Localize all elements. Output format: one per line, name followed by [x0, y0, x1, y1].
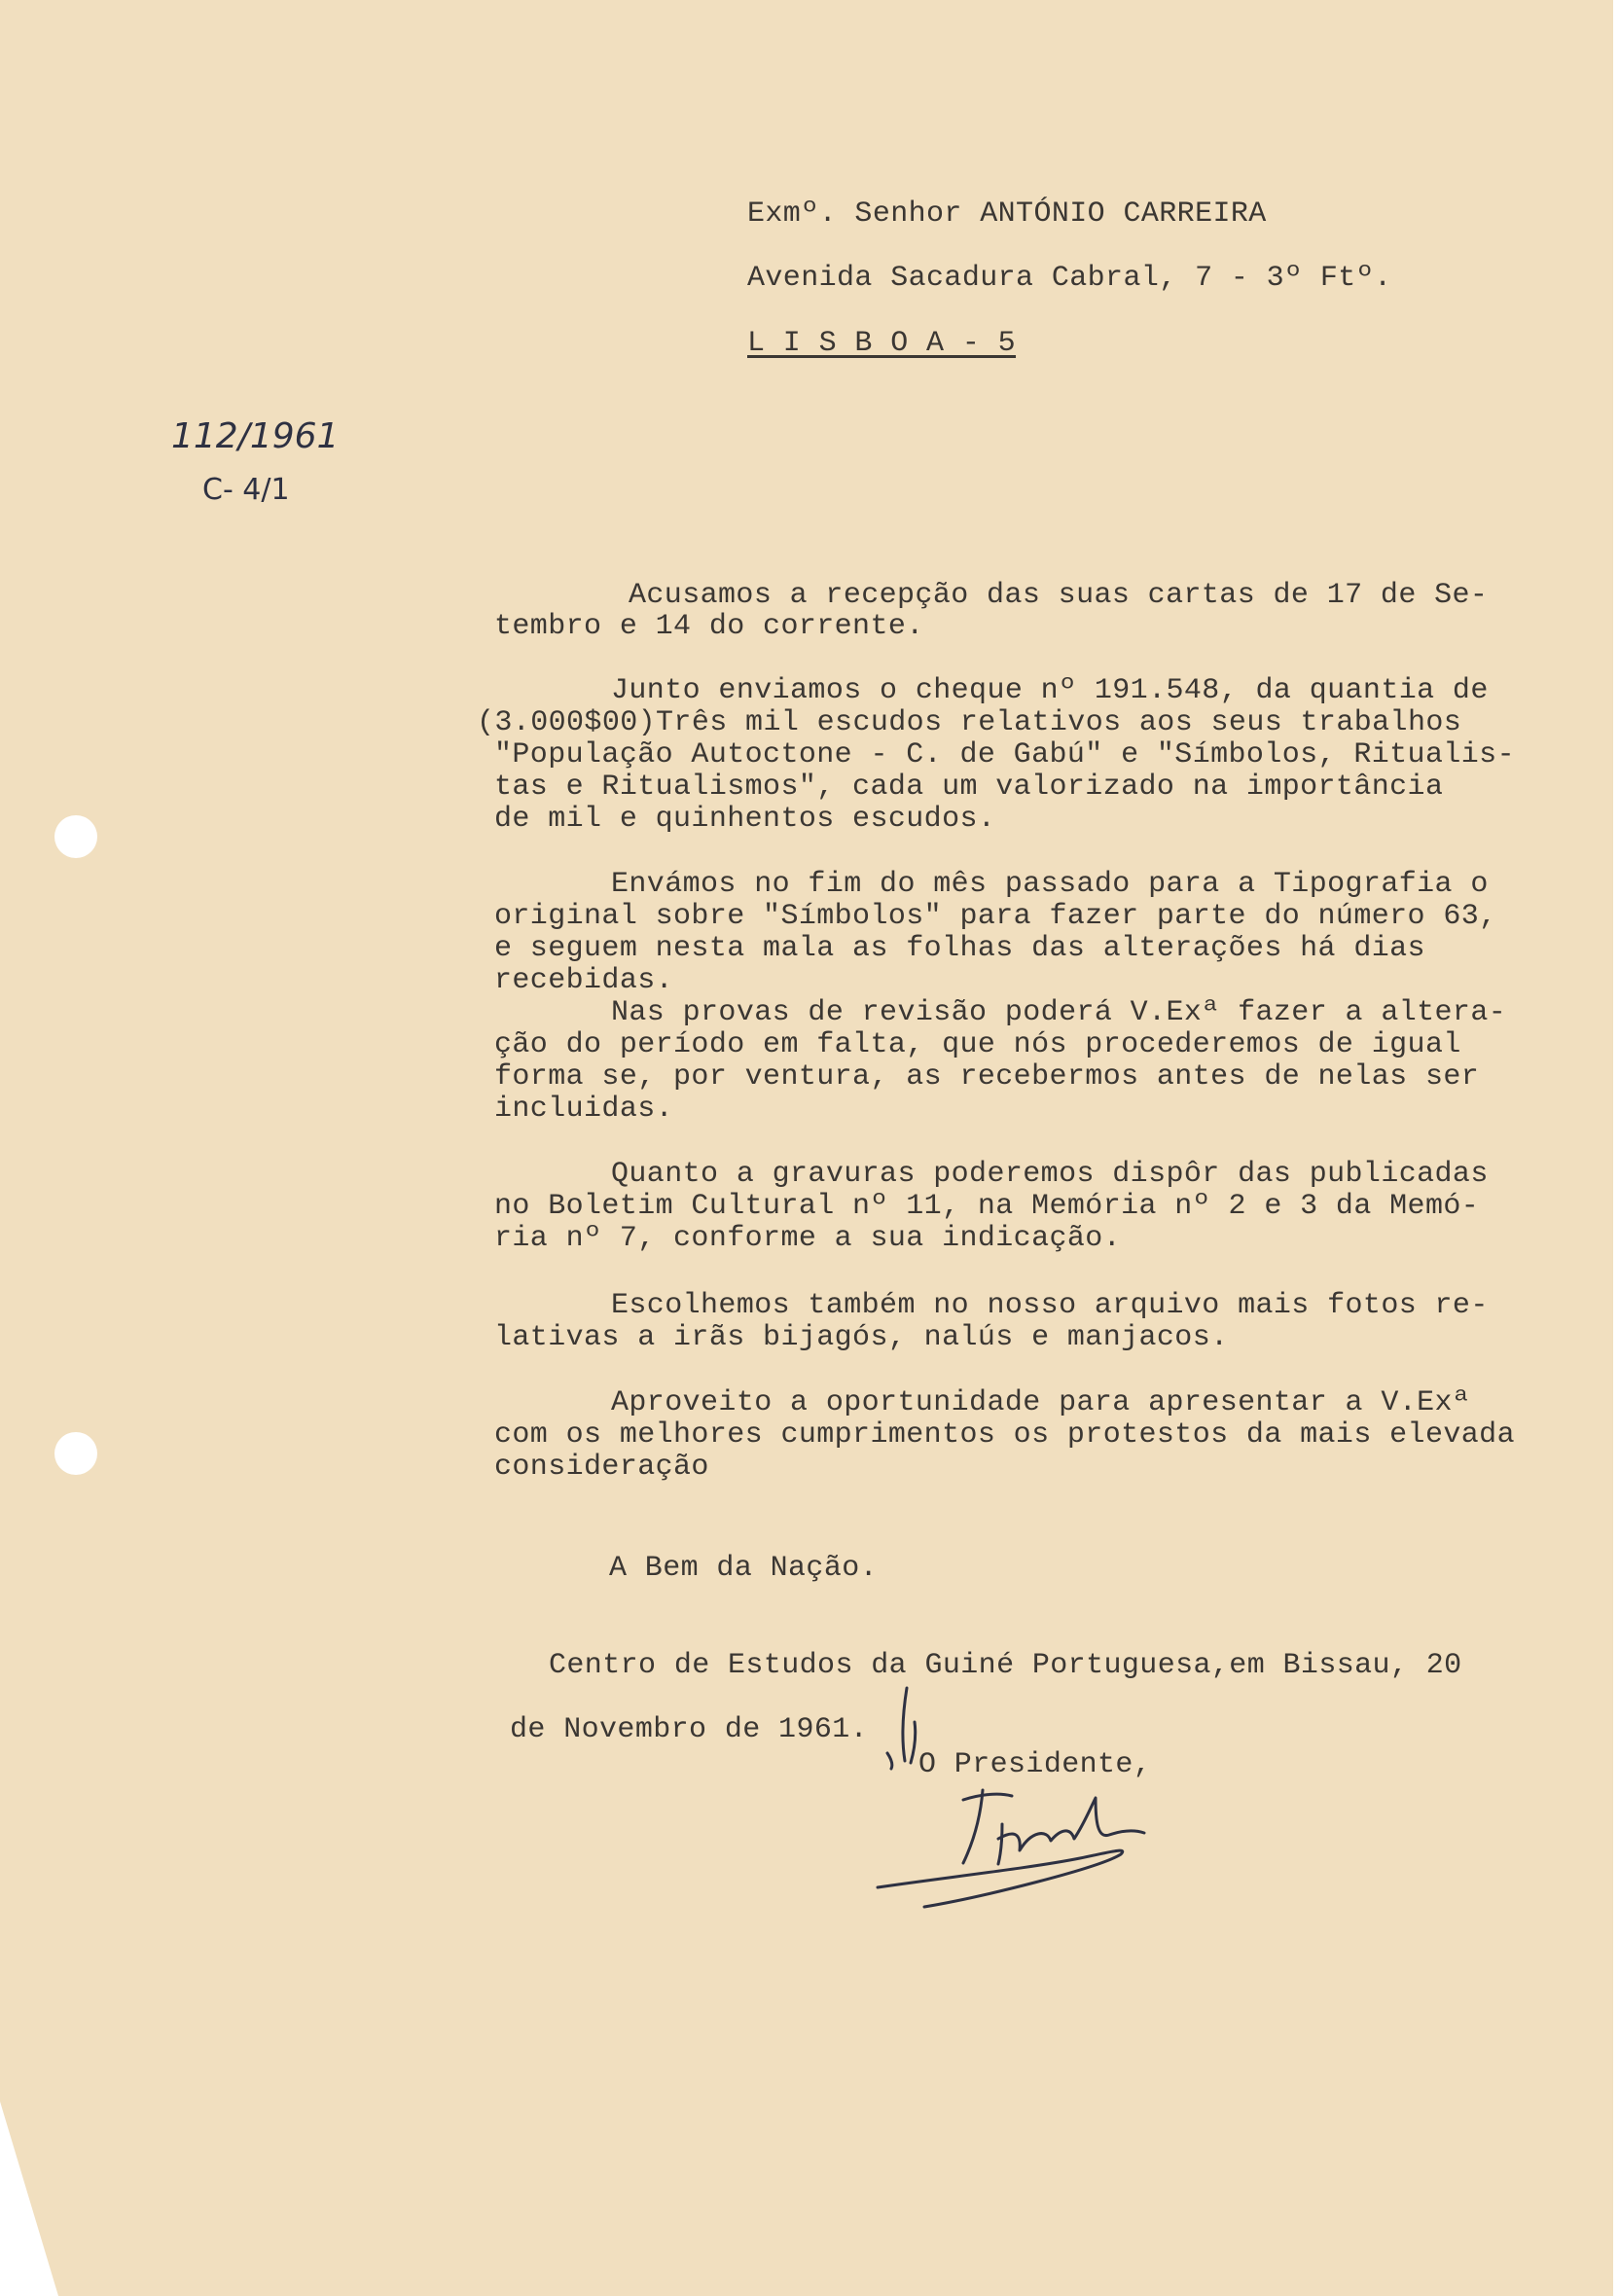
- body-p5-line-1: Quanto a gravuras poderemos dispôr das publicadas: [611, 1158, 1489, 1191]
- reference-number: 112/1961: [171, 416, 340, 456]
- body-p2-line-3: "População Autoctone - C. de Gabú" e "Símbolos, Ritualis-: [494, 738, 1515, 771]
- punch-hole-top: [54, 815, 97, 858]
- page-edge: [1613, 0, 1619, 2296]
- signature-mark: [866, 1771, 1197, 1917]
- closing-salutation: A Bem da Nação.: [609, 1552, 879, 1585]
- body-p4-line-1: Nas provas de revisão poderá V.Exª fazer a altera-: [611, 996, 1507, 1029]
- body-p7-line-3: consideração: [494, 1451, 709, 1484]
- body-p6-line-1: Escolhemos também no nosso arquivo mais fotos re-: [611, 1289, 1489, 1322]
- body-p3-line-2: original sobre "Símbolos" para fazer parte do número 63,: [494, 900, 1497, 933]
- closing-title: O Presidente,: [918, 1748, 1152, 1781]
- punch-hole-bottom: [54, 1432, 97, 1475]
- closing-place-line-2: de Novembro de 1961.: [510, 1713, 869, 1746]
- reference-code: C- 4/1: [202, 473, 290, 507]
- body-p2-line-5: de mil e quinhentos escudos.: [494, 803, 996, 836]
- body-p4-line-2: ção do período em falta, que nós procederemos de igual: [494, 1028, 1461, 1061]
- handwritten-initial-mark: [876, 1683, 924, 1771]
- address-line-1: Exmº. Senhor ANTÓNIO CARREIRA: [747, 197, 1267, 231]
- body-p7-line-1: Aproveito a oportunidade para apresentar a V.Exª: [611, 1386, 1471, 1419]
- body-p1-line-1: Acusamos a recepção das suas cartas de 17 de Se-: [629, 579, 1489, 612]
- folded-corner: [0, 2101, 58, 2296]
- body-p7-line-2: com os melhores cumprimentos os protestos da mais elevada: [494, 1418, 1515, 1452]
- body-p3-line-3: e seguem nesta mala as folhas das alterações há dias: [494, 932, 1425, 965]
- body-p1-line-2: tembro e 14 do corrente.: [494, 610, 924, 643]
- body-p5-line-2: no Boletim Cultural nº 11, na Memória nº 2 e 3 da Memó-: [494, 1190, 1480, 1223]
- body-p3-line-4: recebidas.: [494, 964, 674, 997]
- body-p2-line-1: Junto enviamos o cheque nº 191.548, da quantia de: [611, 674, 1489, 707]
- address-line-2: Avenida Sacadura Cabral, 7 - 3º Ftº.: [747, 262, 1392, 295]
- body-p6-line-2: lativas a irãs bijagós, nalús e manjacos.: [494, 1321, 1229, 1354]
- body-p5-line-3: ria nº 7, conforme a sua indicação.: [494, 1222, 1122, 1255]
- body-p4-line-4: incluidas.: [494, 1093, 674, 1126]
- body-p4-line-3: forma se, por ventura, as recebermos antes de nelas ser: [494, 1060, 1480, 1094]
- body-p2-line-2: (3.000$00)Três mil escudos relativos aos seus trabalhos: [477, 706, 1462, 739]
- closing-place-line-1: Centro de Estudos da Guiné Portuguesa,em Bissau, 20: [549, 1649, 1462, 1682]
- address-line-3: L I S B O A - 5: [747, 327, 1017, 360]
- body-p2-line-4: tas e Ritualismos", cada um valorizado na importância: [494, 771, 1444, 804]
- body-p3-line-1: Envámos no fim do mês passado para a Tipografia o: [611, 868, 1489, 901]
